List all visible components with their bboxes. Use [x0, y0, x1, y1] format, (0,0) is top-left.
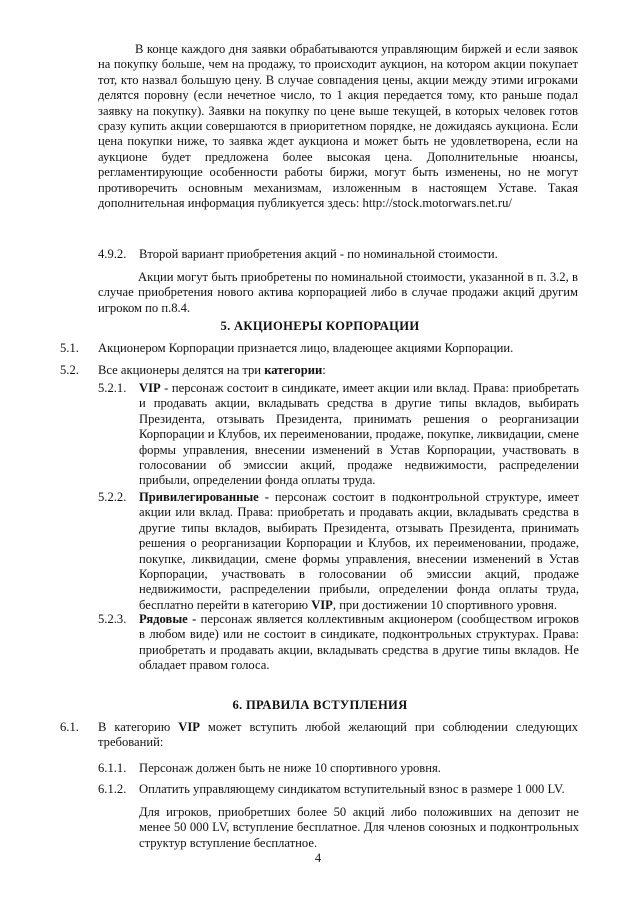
paragraph-4-9-1-continued: В конце каждого дня заявки обрабатываются управляющим биржей и если заявок на покупку больше, чем на продажу, то происходит аукцион, на котором акции покупает тот, кто назвал большую цену. В случае совпадения цены, акции между этими игроками делятся поровну (если нечетное число, то 1 акция передается тому, кто раньше подал заявку на покупку). Заявки на покупку по цене выше текущей, в которых человек готов сразу купить акции совершаются в приоритетном порядке, не дожидаясь аукциона. Если цена покупки ниже, то заявка ждет аукциона и может быть не удовлетворена, если на аукционе будет предложена более высокая цена. Дополнительные нюансы, регламентирующие особенности работы биржи, могут быть изменены, но не могут противоречить основным механизмам, изложенным в настоящем Уставе. Такая дополнительная информация публикуется здесь: http://stock.motorwars.net.ru/	[98, 42, 578, 211]
item-4-9-2-text: Второй вариант приобретения акций - по номинальной стоимости.	[139, 247, 498, 261]
item-number: 4.9.2.	[98, 247, 127, 261]
item-6-1-text: В категорию VIP может вступить любой желающий при соблюдении следующих требований:	[98, 720, 578, 750]
bold-term: VIP	[311, 597, 333, 612]
item-6-1-1-text: Персонаж должен быть не ниже 10 спортивного уровня.	[139, 761, 441, 775]
item-5-2-text: Все акционеры делятся на три категории:	[98, 363, 326, 377]
bold-term: VIP	[178, 720, 200, 734]
item-5-2-2-text: Привилегированные - персонаж состоит в подконтрольной структуре, имеет акции или вклад. Права: приобретать и продавать акции, вкладывать средства в другие типы вкладов, выбирать Президента, отзывать Президента, принимать решения о реорганизации Корпорации и Клубов, их переименовании, продаже, покупке, ликвидации, смене формы управления, внесении изменений в Устав Корпорации, участвовать в голосовании об эмиссии акций, продаже недвижимости, распределении прибыли, определении фонда оплаты труда, бесплатно перейти в категорию VIP, при достижении 10 спортивного уровня.	[139, 490, 579, 612]
item-number: 5.2.1.	[98, 381, 127, 395]
bold-term: Привилегированные -	[139, 490, 269, 504]
item-6-1-2-text: Оплатить управляющему синдикатом вступительный взнос в размере 1 000 LV.	[139, 782, 565, 796]
item-number: 6.1.1.	[98, 761, 127, 775]
section-5-heading: 5. АКЦИОНЕРЫ КОРПОРАЦИИ	[220, 319, 420, 333]
paragraph-6-1-2-body: Для игроков, приобретших более 50 акций либо положивших на депозит не менее 50 000 LV, вступление бесплатное. Для членов союзных и подконтрольных структур вступление бесплатное.	[139, 805, 579, 850]
item-number: 5.2.	[60, 363, 79, 377]
bold-term: VIP	[139, 381, 161, 395]
item-5-1-text: Акционером Корпорации признается лицо, владеющее акциями Корпорации.	[98, 341, 514, 355]
item-number: 5.2.3.	[98, 612, 127, 626]
item-5-2-1-text: VIP - персонаж состоит в синдикате, имеет акции или вклад. Права: приобретать и продавать акции, вкладывать средства в другие типы вкладов, выбирать Президента, отзывать Президента, принимать решения о реорганизации Корпорации и Клубов, их переименовании, продаже, покупке, ликвидации, смене формы управления, внесении изменений в Устав Корпорации, участвовать в голосовании об эмиссии акций, продаже недвижимости, распределении прибыли, определении фонда оплаты труда.	[139, 381, 579, 488]
paragraph-4-9-2-body: Акции могут быть приобретены по номинальной стоимости, указанной в п. 3.2, в случае приобретения нового актива корпорацией либо в случае продажи акций другим игроком по п.8.4.	[98, 270, 578, 315]
item-5-2-3-text: Рядовые - персонаж является коллективным акционером (сообществом игроков в любом виде) или не состоит в синдикате, подконтрольных структурах. Права: приобретать и продавать акции, вкладывать средства в другие типы вкладов. Не обладает правом голоса.	[139, 612, 579, 673]
item-number: 5.1.	[60, 341, 79, 355]
item-number: 5.2.2.	[98, 490, 127, 504]
page-number: 4	[314, 851, 322, 865]
item-number: 6.1.	[60, 720, 79, 734]
bold-term: Рядовые -	[139, 612, 197, 626]
section-6-heading: 6. ПРАВИЛА ВСТУПЛЕНИЯ	[232, 698, 408, 712]
item-number: 6.1.2.	[98, 782, 127, 796]
bold-term: категории	[264, 363, 323, 377]
